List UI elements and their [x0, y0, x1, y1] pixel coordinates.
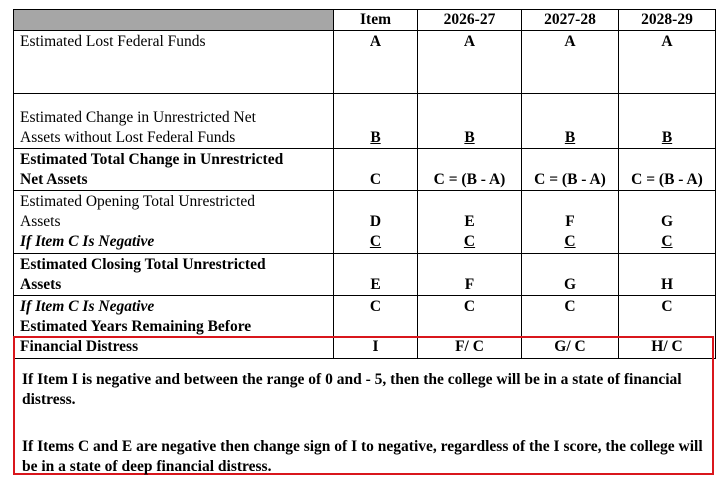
cell-y2	[522, 31, 619, 94]
table-row	[14, 254, 716, 296]
cell-value: C	[369, 171, 382, 188]
cell-value: F	[565, 213, 575, 230]
row-label-line: Assets	[20, 213, 61, 230]
cell-value	[340, 52, 411, 72]
cell-value: B	[661, 129, 673, 146]
cell-value	[340, 255, 411, 275]
cell-value: C	[369, 233, 382, 250]
cell-value	[625, 108, 709, 128]
row-label-line	[20, 52, 327, 72]
cell-value: E	[370, 276, 381, 293]
cell-value	[424, 192, 515, 212]
row-label	[14, 149, 334, 191]
table-row	[14, 94, 716, 149]
cell-value	[625, 255, 709, 275]
header-blank-cell	[14, 10, 334, 31]
header-row	[14, 10, 716, 31]
notes-box	[13, 336, 714, 475]
cell-value	[528, 255, 612, 275]
cell-value: A	[369, 33, 382, 50]
cell-value: E	[464, 213, 475, 230]
cell-y3	[619, 149, 716, 191]
cell-value: B	[370, 129, 381, 146]
cell-item	[334, 191, 418, 254]
cell-value: C	[661, 233, 673, 250]
cell-value: C	[661, 298, 673, 315]
cell-value: D	[369, 213, 382, 230]
cell-value	[424, 317, 515, 337]
cell-item	[334, 94, 418, 149]
cell-value: A	[463, 33, 476, 50]
cell-value	[424, 150, 515, 170]
cell-item	[334, 149, 418, 191]
cell-y1	[418, 94, 522, 149]
cell-value	[625, 52, 709, 72]
cell-value: G/ C	[554, 338, 586, 355]
cell-value: G	[563, 276, 577, 293]
table-row	[14, 31, 716, 94]
cell-value: C = (B - A)	[631, 171, 703, 188]
cell-value	[528, 72, 612, 92]
row-label	[14, 191, 334, 254]
cell-y3	[619, 191, 716, 254]
note-distress: If Item I is negative and between the range of 0 and - 5, then the college will be in a state of financial distress.	[22, 371, 682, 408]
cell-value	[625, 72, 709, 92]
cell-y2	[522, 254, 619, 296]
cell-value	[340, 150, 411, 170]
cell-value	[424, 72, 515, 92]
row-label-line: Estimated Closing Total Unrestricted	[20, 256, 266, 273]
table-row	[14, 149, 716, 191]
row-label-line: If Item C Is Negative	[20, 298, 155, 315]
row-label-line: Estimated Opening Total Unrestricted	[20, 193, 255, 210]
row-label-line: Estimated Years Remaining Before	[20, 318, 252, 335]
cell-value	[340, 108, 411, 128]
cell-value	[528, 150, 612, 170]
cell-value: C = (B - A)	[534, 171, 606, 188]
row-label-line: If Item C Is Negative	[20, 233, 155, 250]
cell-value: A	[564, 33, 576, 50]
financial-distress-table	[13, 9, 716, 359]
cell-value	[625, 192, 709, 212]
cell-value: F	[464, 276, 475, 293]
cell-value	[424, 52, 515, 72]
cell-value: H/ C	[651, 338, 683, 355]
row-label	[14, 31, 334, 94]
cell-value	[528, 317, 612, 337]
cell-y1	[418, 191, 522, 254]
cell-item	[334, 31, 418, 94]
cell-value: I	[372, 338, 379, 355]
cell-y3	[619, 31, 716, 94]
cell-value: B	[564, 129, 576, 146]
row-label-line: Net Assets	[20, 171, 88, 188]
row-label-line: Estimated Lost Federal Funds	[20, 33, 206, 50]
cell-value: C	[369, 298, 382, 315]
cell-value	[528, 52, 612, 72]
note-deep-distress: If Items C and E are negative then change sign of I to negative, regardless of the I score, the college will be in a state of deep financial distress.	[22, 438, 703, 475]
cell-value	[528, 108, 612, 128]
cell-y2	[522, 149, 619, 191]
header-year-1: 2026-27	[418, 10, 522, 31]
cell-y1	[418, 31, 522, 94]
row-label-line: Estimated Change in Unrestricted Net	[20, 109, 256, 126]
cell-y2	[522, 94, 619, 149]
cell-value: C = (B - A)	[433, 171, 506, 188]
cell-item	[334, 254, 418, 296]
cell-value: C	[463, 233, 476, 250]
cell-value	[528, 192, 612, 212]
cell-value	[625, 150, 709, 170]
cell-value: C	[463, 298, 476, 315]
row-label	[14, 254, 334, 296]
cell-value	[340, 317, 411, 337]
row-label	[14, 94, 334, 149]
cell-y1	[418, 149, 522, 191]
cell-value	[424, 108, 515, 128]
cell-value: C	[564, 298, 576, 315]
cell-y3	[619, 254, 716, 296]
cell-value	[340, 192, 411, 212]
header-item: Item	[334, 10, 418, 31]
cell-value: H	[660, 276, 674, 293]
row-label-line: Estimated Total Change in Unrestricted	[20, 151, 284, 168]
cell-value	[625, 317, 709, 337]
row-label-line: Financial Distress	[20, 338, 139, 355]
cell-value: G	[660, 213, 674, 230]
cell-y2	[522, 191, 619, 254]
cell-y1	[418, 254, 522, 296]
cell-value: F/ C	[455, 338, 484, 355]
cell-value: A	[661, 33, 673, 50]
cell-value	[424, 255, 515, 275]
cell-value	[340, 72, 411, 92]
row-label-line	[20, 72, 327, 92]
header-year-2: 2027-28	[522, 10, 619, 31]
header-year-3: 2028-29	[619, 10, 716, 31]
table-row	[14, 191, 716, 254]
cell-y3	[619, 94, 716, 149]
cell-value: B	[464, 129, 475, 146]
row-label-line: Assets	[20, 276, 62, 293]
row-label-line: Assets without Lost Federal Funds	[20, 129, 236, 146]
cell-value: C	[564, 233, 576, 250]
